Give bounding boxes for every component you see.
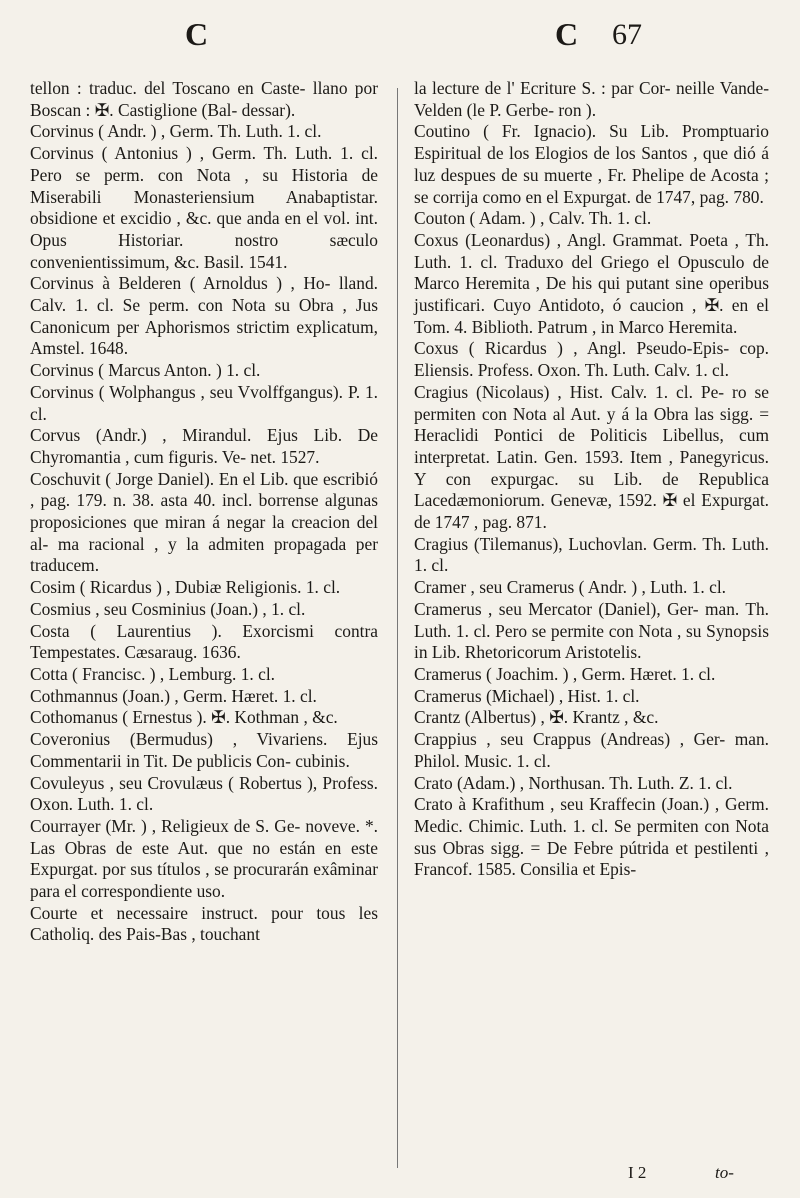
running-head-letter-left: C	[185, 16, 210, 52]
entry: Cothomanus ( Ernestus ). ✠. Kothman , &c.	[30, 707, 338, 728]
entry: Cosmius , seu Cosminius (Joan.) , 1. cl.	[30, 598, 306, 619]
page-number: 67	[612, 18, 642, 51]
entry: Crappius , seu Crappus (Andreas) , Ger- man. Philol. Music. 1. cl.	[414, 729, 769, 771]
entry: Coveronius (Bermudus) , Vivariens. Ejus Commentarii in Tit. De publicis Con- cubinis.	[30, 729, 378, 771]
column-divider	[397, 88, 398, 1168]
entry: Corvus (Andr.) , Mirandul. Ejus Lib. De Chyromantia , cum figuris. Ve- net. 1527.	[30, 425, 378, 467]
catchword: to-	[715, 1163, 734, 1182]
entry: Coxus ( Ricardus ) , Angl. Pseudo-Epis- cop. Eliensis. Profess. Oxon. Th. Luth. Calv. 1. cl.	[414, 338, 769, 381]
entry: Coschuvit ( Jorge Daniel). En el Lib. que escribió , pag. 179. n. 38. asta 40. incl. borrense algunas proposiciones que miran á negar la creacion del al- ma racional , y la admiten propagada per traducem.	[30, 468, 378, 576]
entry: Covuleyus , seu Crovulæus ( Robertus ), Profess. Oxon. Luth. 1. cl.	[30, 772, 378, 815]
entry: Corvinus à Belderen ( Arnoldus ) , Ho- lland. Calv. 1. cl. Se perm. con Nota su Obra , Jus Canonicum per Aphorismos strictim explicatum, Amstel. 1648.	[30, 273, 378, 359]
entry: Couton ( Adam. ) , Calv. Th. 1. cl.	[414, 208, 652, 229]
entry: Crato (Adam.) , Northusan. Th. Luth. Z. 1. cl.	[414, 772, 733, 793]
entry: Crato à Krafithum , seu Kraffecin (Joan.) , Germ. Medic. Chimic. Luth. 1. cl. Se permiten con Nota sus Obras sigg. = De Febre pútrida et pestilenti , Francof. 1585. Consilia et Epis-	[414, 794, 769, 880]
entry: Corvinus ( Andr. ) , Germ. Th. Luth. 1. cl.	[30, 121, 322, 142]
running-head-letter-right: C	[555, 16, 580, 52]
entry: Cothmannus (Joan.) , Germ. Hæret. 1. cl.	[30, 685, 317, 706]
entry: Cramerus , seu Mercator (Daniel), Ger- man. Th. Luth. 1. cl. Pero se permite con Nota , su Synopsis in Lib. Rhetoricorum Aristotelis.	[414, 598, 769, 663]
entry: Cotta ( Francisc. ) , Lemburg. 1. cl.	[30, 663, 276, 684]
left-column	[30, 78, 378, 946]
right-column	[414, 78, 769, 881]
entry: tellon : traduc. del Toscano en Caste- llano por Boscan : ✠. Castiglione (Bal- dessar).	[30, 78, 378, 120]
entry: Coxus (Leonardus) , Angl. Grammat. Poeta , Th. Luth. 1. cl. Traduxo del Griego el Opusculo de Marco Heremita , De his qui putant sine operibus justificari. Cuyo Antidoto, ó caucion , ✠. en el Tom. 4. Biblioth. Patrum , in Marco Heremita.	[414, 229, 769, 337]
entry: Coutino ( Fr. Ignacio). Su Lib. Promptuario Espiritual de los Elogios de los Santos , que dió á luz despues de su muerte , Fr. Phelipe de Acosta ; se corrija como en el Expurgat. de 1747, pag. 780.	[414, 121, 769, 207]
entry: Courte et necessaire instruct. pour tous les Catholiq. des Pais-Bas , touchant	[30, 902, 378, 945]
entry: Cragius (Tilemanus), Luchovlan. Germ. Th. Luth. 1. cl.	[414, 533, 769, 576]
entry: Courrayer (Mr. ) , Religieux de S. Ge- noveve. *. Las Obras de este Aut. que no están en este Expurgat. por sus títulos , se procurarán exâminar para el correspondiente uso.	[30, 815, 378, 902]
entry: Corvinus ( Antonius ) , Germ. Th. Luth. 1. cl. Pero se perm. con Nota , su Historia de Miserabili Monasteriensium Anabaptistar. obsidione et excidio , &c. que anda en el vol. int. Opus Historiar. nostro sæculo convenientissimum, &c. Basil. 1541.	[30, 143, 378, 272]
entry: Cramer , seu Cramerus ( Andr. ) , Luth. 1. cl.	[414, 577, 726, 598]
signature-mark: I 2	[628, 1163, 647, 1182]
entry: Corvinus ( Wolphangus , seu Vvolffgangus). P. 1. cl.	[30, 381, 378, 424]
entry: Cosim ( Ricardus ) , Dubiæ Religionis. 1. cl.	[30, 577, 341, 598]
entry: Crantz (Albertus) , ✠. Krantz , &c.	[414, 707, 659, 728]
entry: Cramerus ( Joachim. ) , Germ. Hæret. 1. cl.	[414, 663, 716, 684]
entry: Costa ( Laurentius ). Exorcismi contra Tempestates. Cæsaraug. 1636.	[30, 620, 378, 663]
entry: Corvinus ( Marcus Anton. ) 1. cl.	[30, 360, 261, 381]
entry: la lecture de l' Ecriture S. : par Cor- neille Vande-Velden (le P. Gerbe- ron ).	[414, 78, 769, 120]
entry: Cramerus (Michael) , Hist. 1. cl.	[414, 685, 640, 706]
entry: Cragius (Nicolaus) , Hist. Calv. 1. cl. Pe- ro se permiten con Nota al Aut. y á la Obra las sigg. = Heraclidi Pontici de Politicis Libellus, cum interpretat. Latin. Gen. 1593. Item , Panegyricus. Y con expurgac. su Lib. de Republica Lacedæmoniorum. Genevæ, 1592. ✠ el Expurgat. de 1747 , pag. 871.	[414, 381, 769, 533]
